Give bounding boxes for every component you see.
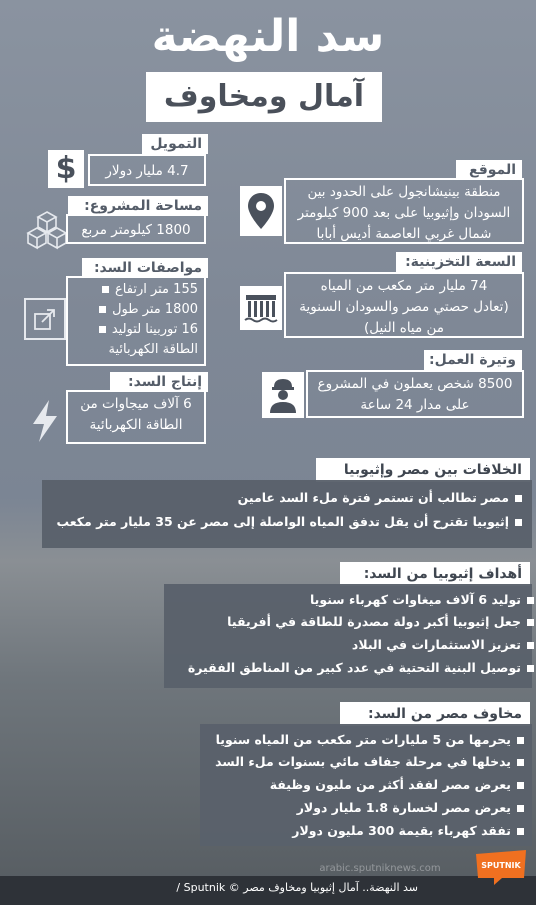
specs-item: 16 توربينا لتوليد (74, 320, 198, 340)
map-pin-icon (240, 186, 282, 236)
disputes-item: مصر تطالب أن تستمر فترة ملء السد عامين (46, 488, 522, 508)
capacity-label: السعة التخزينية: (396, 252, 522, 272)
work-pace-label: وتيرة العمل: (424, 350, 522, 370)
cubes-icon (26, 208, 68, 250)
disputes-item: إثيوبيا تقترح أن يقل تدفق المياه الواصلة إلى مصر عن 35 مليار متر مكعب (46, 512, 522, 532)
work-pace-line: 8500 شخص يعملون في المشروع (317, 376, 513, 392)
goals-item: توصيل البنية التحتية في عدد كبير من المناطق الفقيرة (170, 658, 534, 678)
worker-icon (262, 372, 304, 418)
location-line: شمال غربي العاصمة أديس أبابا (316, 226, 492, 242)
goals-item: تعزيز الاستثمارات في البلاد (170, 635, 534, 655)
specs-item: الطاقة الكهربائية (108, 342, 198, 357)
production-box (66, 390, 206, 444)
capacity-line: (تعادل حصتي مصر والسودان السنوية (299, 299, 509, 315)
specs-item: 1800 متر طول (74, 300, 198, 320)
capacity-box (284, 272, 524, 338)
page-subtitle: آمال ومخاوف (146, 72, 382, 122)
goals-item: جعل إثيوبيا أكبر دولة مصدرة للطاقة في أفريقيا (170, 612, 534, 632)
funding-value: 4.7 مليار دولار (88, 154, 206, 186)
watermark: arabic.sputniknews.com (319, 863, 441, 874)
fears-item: يعرض مصر لخسارة 1.8 مليار دولار (206, 798, 524, 818)
lightning-icon (24, 398, 66, 444)
location-line: منطقة بينيشانجول على الحدود بين (307, 184, 501, 200)
capacity-line: من مياه النيل) (363, 320, 445, 336)
specs-item: 155 متر ارتفاع (74, 280, 198, 300)
goals-item: توليد 6 آلاف ميغاوات كهرباء سنويا (170, 590, 534, 610)
fears-item: تفقد كهرباء بقيمة 300 مليون دولار (206, 821, 524, 841)
location-box (284, 178, 524, 244)
fears-item: يدخلها في مرحلة جفاف مائي بسنوات ملء السد (206, 752, 524, 772)
capacity-line: 74 مليار متر مكعب من المياه (320, 278, 488, 294)
production-line: الطاقة الكهربائية (89, 417, 183, 433)
area-label: مساحة المشروع: (68, 196, 208, 216)
dollar-icon: $ (48, 150, 84, 188)
location-label: الموقع (456, 160, 522, 180)
work-pace-box (306, 370, 524, 418)
page-title: سد النهضة (151, 11, 385, 62)
fears-item: يعرض مصر لفقد أكثر من مليون وظيفة (206, 775, 524, 795)
dam-icon (240, 286, 282, 330)
logo-text: SPUTNIK (481, 861, 521, 870)
location-line: السودان وإثيوبيا على بعد 900 كيلومتر (297, 205, 511, 221)
fears-item: يحرمها من 5 مليارات متر مكعب من المياه سنويا (206, 730, 524, 750)
specs-label: مواصفات السد: (82, 258, 208, 278)
fears-header: مخاوف مصر من السد: (340, 702, 530, 726)
specs-box (66, 276, 206, 366)
goals-header: أهداف إثيوبيا من السد: (340, 562, 530, 586)
disputes-header: الخلافات بين مصر وإثيوبيا (316, 458, 530, 482)
work-pace-line: على مدار 24 ساعة (360, 397, 470, 413)
production-label: إنتاج السد: (110, 372, 208, 392)
footer-credit: سد النهضة.. آمال إثيوبيا ومخاوف مصر © Sputnik / (176, 881, 418, 894)
production-line: 6 آلاف ميجاوات من (80, 396, 192, 412)
funding-label: التمويل (142, 134, 208, 154)
resize-icon (24, 298, 66, 340)
area-value: 1800 كيلومتر مربع (66, 214, 206, 244)
